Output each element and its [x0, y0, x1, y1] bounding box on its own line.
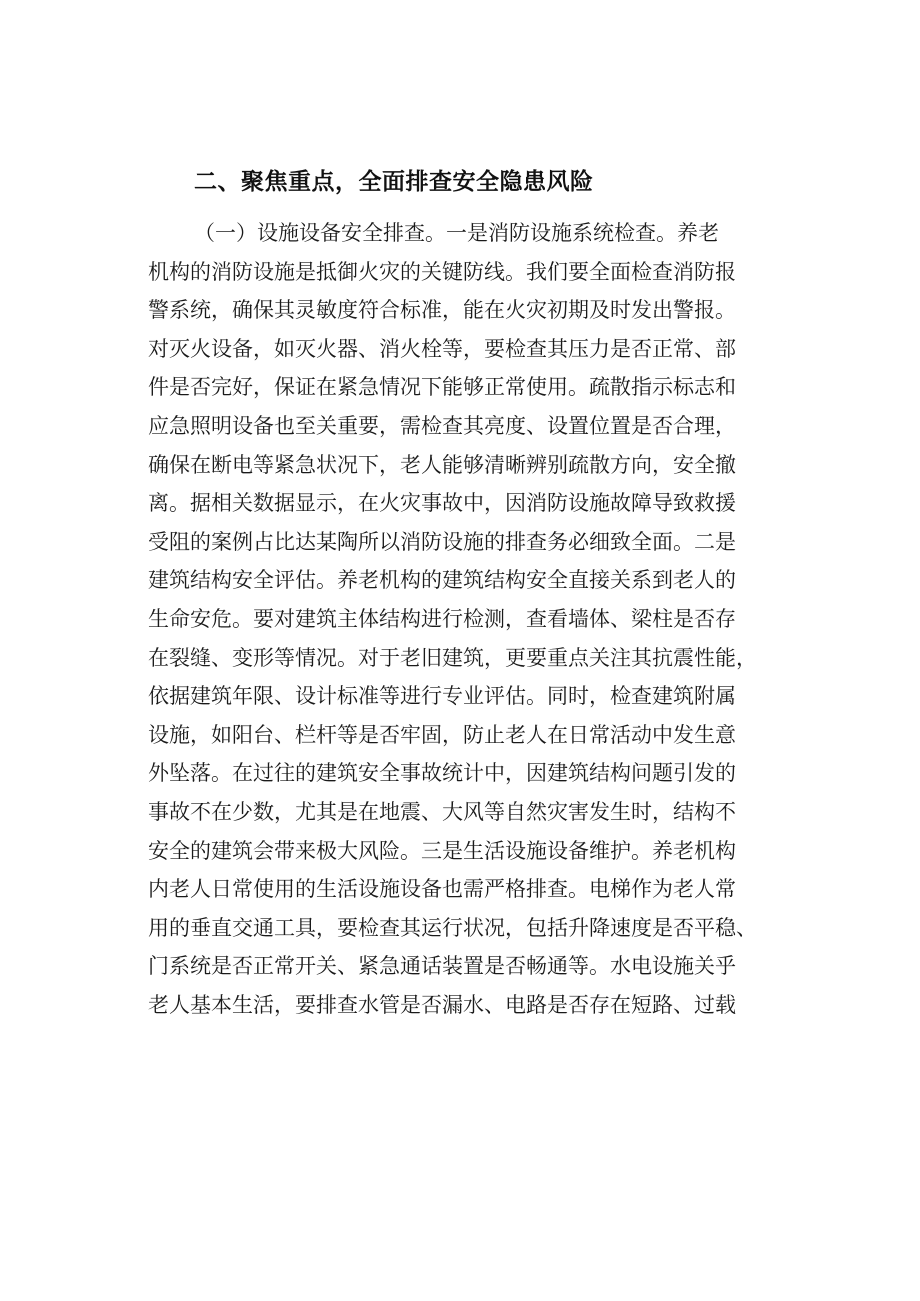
text-line: 警系统，确保其灵敏度符合标准，能在火灾初期及时发出警报。 [148, 298, 736, 323]
text-line: 生命安危。要对建筑主体结构进行检测，查看墙体、梁柱是否存 [148, 606, 736, 631]
text-line: 内老人日常使用的生活设施设备也需严格排查。电梯作为老人常 [148, 877, 736, 902]
text-line: （一）设施设备安全排查。一是消防设施系统检查。养老 [194, 221, 719, 245]
text-line: 件是否完好，保证在紧急情况下能够正常使用。疏散指示标志和 [148, 375, 736, 400]
text-line: 对灭火设备，如灭火器、消火栓等，要检查其压力是否正常、部 [148, 336, 736, 361]
text-line: 用的垂直交通工具，要检查其运行状况，包括升降速度是否平稳、 [148, 915, 757, 940]
text-line: 确保在断电等紧急状况下，老人能够清晰辨别疏散方向，安全撤 [148, 452, 736, 477]
body-paragraph [148, 214, 808, 1024]
text-line: 安全的建筑会带来极大风险。三是生活设施设备维护。养老机构 [148, 838, 736, 863]
text-line: 依据建筑年限、设计标准等进行专业评估。同时，检查建筑附属 [148, 684, 736, 709]
text-line: 外坠落。在过往的建筑安全事故统计中，因建筑结构问题引发的 [148, 761, 736, 786]
text-line: 设施，如阳台、栏杆等是否牢固，防止老人在日常活动中发生意 [148, 722, 736, 747]
text-line: 受阻的案例占比达某陶所以消防设施的排查务必细致全面。二是 [148, 529, 736, 554]
text-line: 门系统是否正常开关、紧急通话装置是否畅通等。水电设施关乎 [148, 954, 736, 979]
section-heading: 二、聚焦重点，全面排查安全隐患风险 [194, 169, 594, 195]
text-line: 机构的消防设施是抵御火灾的关键防线。我们要全面检查消防报 [148, 259, 736, 284]
text-line: 离。据相关数据显示，在火灾事故中，因消防设施故障导致救援 [148, 491, 736, 516]
text-line: 建筑结构安全评估。养老机构的建筑结构安全直接关系到老人的 [148, 568, 736, 593]
text-line: 应急照明设备也至关重要，需检查其亮度、设置位置是否合理， [148, 413, 736, 438]
text-line: 老人基本生活，要排查水管是否漏水、电路是否存在短路、过载 [148, 992, 736, 1017]
text-line: 事故不在少数，尤其是在地震、大风等自然灾害发生时，结构不 [148, 799, 736, 824]
text-line: 在裂缝、变形等情况。对于老旧建筑，更要重点关注其抗震性能， [148, 645, 757, 670]
